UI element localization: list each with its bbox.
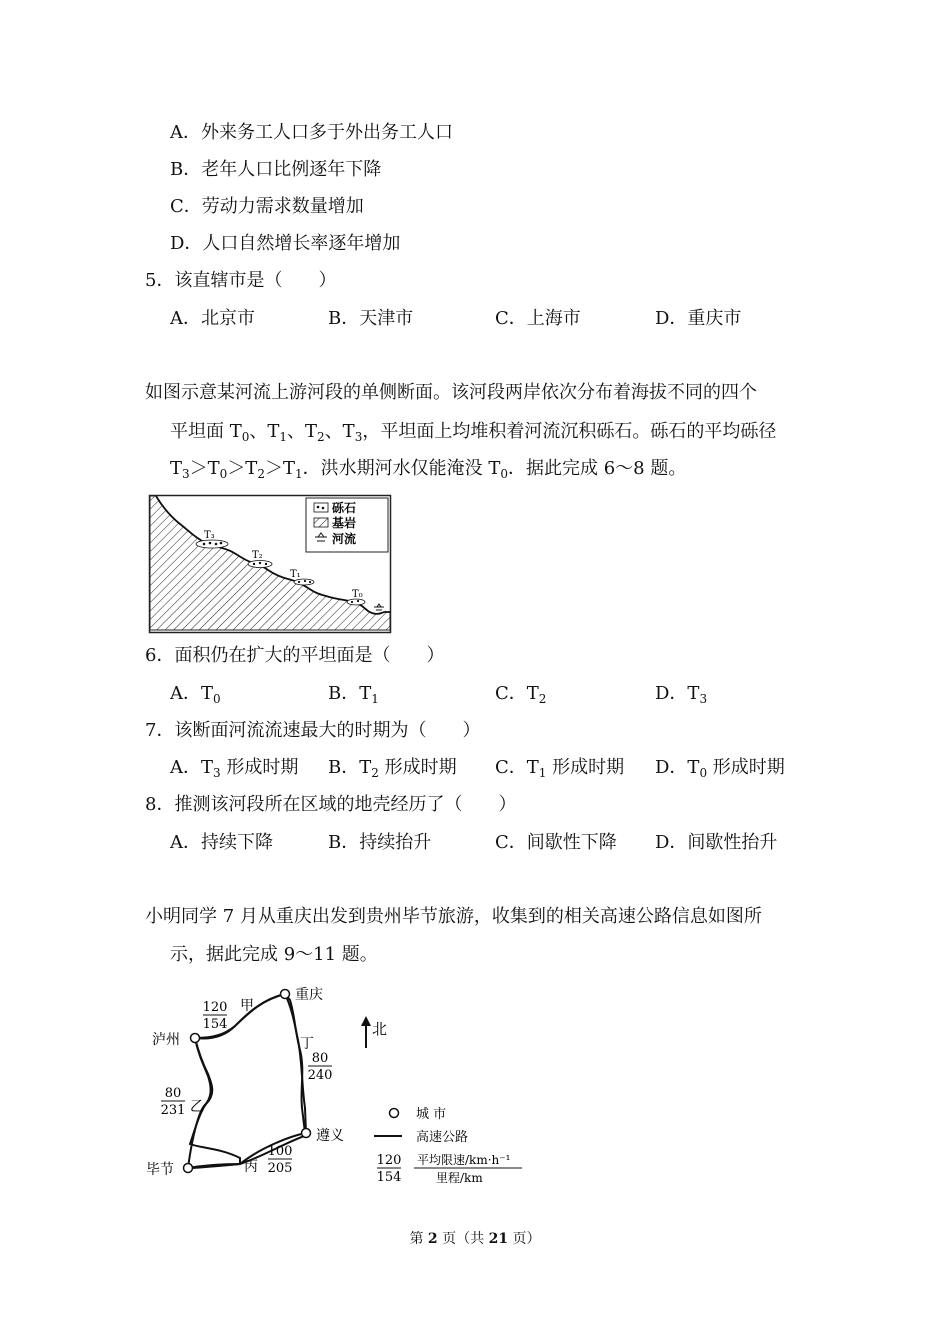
t0-label: T₀	[352, 589, 363, 600]
jia-speed: 120	[202, 1000, 228, 1015]
passage1-line1: 如图示意某河流上游河段的单侧断面。该河段两岸依次分布着海拔不同的四个	[145, 382, 757, 403]
q7-stem: 7．该断面河流流速最大的时期为（ ）	[145, 720, 481, 741]
q7-option-a: A．$T_3$ 形成时期	[170, 757, 299, 780]
river-section-figure	[148, 494, 392, 638]
legend-speed-num: 120	[376, 1153, 402, 1168]
q4-option-d: D．人口自然增长率逐年增加	[170, 233, 401, 254]
q5-option-b: B．天津市	[328, 308, 414, 329]
legend-city: 城 市	[416, 1107, 447, 1122]
city-bijie-marker	[184, 1164, 193, 1173]
city-zunyi: 遵义	[316, 1128, 344, 1144]
t3-label: T₃	[204, 530, 215, 541]
q7-option-d: D．$T_0$ 形成时期	[655, 757, 785, 780]
q4-option-c: C．劳动力需求数量增加	[170, 196, 364, 217]
city-chongqing-marker	[281, 990, 290, 999]
q8-option-d: D．间歇性抬升	[655, 832, 778, 853]
yi-speed: 80	[164, 1086, 182, 1101]
q4-option-a: A．外来务工人口多于外出务工人口	[170, 122, 453, 143]
yi-km: 231	[160, 1103, 186, 1118]
q8-stem: 8．推测该河段所在区域的地壳经历了（ ）	[145, 794, 517, 815]
legend-road: 高速公路	[416, 1130, 469, 1145]
q6-option-b: B．$T_1$	[328, 683, 379, 706]
legend-km: 里程/km	[436, 1171, 483, 1185]
page-footer: 第 2 页（共 21 页）	[409, 1231, 541, 1247]
legend-km-num: 154	[376, 1170, 402, 1185]
ding-km: 240	[307, 1068, 333, 1083]
legend-gravel: 砾石	[332, 501, 357, 515]
city-luzhou: 泸州	[152, 1032, 180, 1048]
current-page: 2	[427, 1231, 438, 1247]
q6-option-d: D．$T_3$	[655, 683, 708, 706]
city-chongqing: 重庆	[295, 987, 323, 1003]
q5-option-c: C．上海市	[495, 308, 581, 329]
passage2-line2: 示，据此完成 9～11 题。	[170, 944, 378, 965]
bing-speed: 100	[267, 1144, 293, 1159]
q7-option-c: C．$T_1$ 形成时期	[495, 757, 625, 780]
q8-option-b: B．持续抬升	[328, 832, 432, 853]
road-ding: 丁	[300, 1036, 314, 1052]
passage1-line2: 平坦面 $T_0$、$T_1$、$T_2$、$T_3$，平坦面上均堆积着河流沉积砾石。砾石的平均砾径	[170, 421, 777, 444]
total-pages: 21	[488, 1231, 509, 1247]
q6-option-a: A．$T_0$	[170, 683, 221, 706]
figure2-legend	[374, 1107, 522, 1185]
q5-stem: 5．该直辖市是（ ）	[145, 270, 337, 291]
legend-bedrock: 基岩	[332, 516, 357, 530]
q5-option-d: D．重庆市	[655, 308, 742, 329]
passage1-line3: $T_3>T_0>T_2>T_1$．洪水期河水仅能淹没 $T_0$．据此完成 6～8 题。	[170, 458, 687, 481]
city-bijie: 毕节	[146, 1162, 174, 1178]
north-arrow-icon	[361, 1016, 387, 1048]
city-luzhou-marker	[191, 1034, 200, 1043]
road-bing: 丙	[244, 1159, 258, 1175]
road-yi: 乙	[190, 1099, 204, 1115]
legend-speed: 平均限速/km·h⁻¹	[417, 1153, 511, 1167]
t2-label: T₂	[252, 550, 263, 561]
ding-speed: 80	[311, 1051, 329, 1066]
q8-option-c: C．间歇性下降	[495, 832, 617, 853]
north-label: 北	[372, 1020, 388, 1038]
legend-river: 河流	[332, 532, 357, 546]
q5-option-a: A．北京市	[170, 308, 255, 329]
q4-option-b: B．老年人口比例逐年下降	[170, 159, 382, 180]
highway-map-figure	[140, 978, 540, 1197]
jia-km: 154	[202, 1017, 228, 1032]
q6-option-c: C．$T_2$	[495, 683, 547, 706]
bing-km: 205	[267, 1161, 293, 1176]
city-zunyi-marker	[302, 1129, 311, 1138]
t1-label: T₁	[290, 569, 301, 580]
q7-option-b: B．$T_2$ 形成时期	[328, 757, 457, 780]
passage2-line1: 小明同学 7 月从重庆出发到贵州毕节旅游，收集到的相关高速公路信息如图所	[145, 906, 762, 927]
road-jia: 甲	[240, 998, 254, 1014]
figure1-legend	[306, 498, 388, 552]
q6-stem: 6．面积仍在扩大的平坦面是（ ）	[145, 645, 445, 666]
q8-option-a: A．持续下降	[170, 832, 273, 853]
